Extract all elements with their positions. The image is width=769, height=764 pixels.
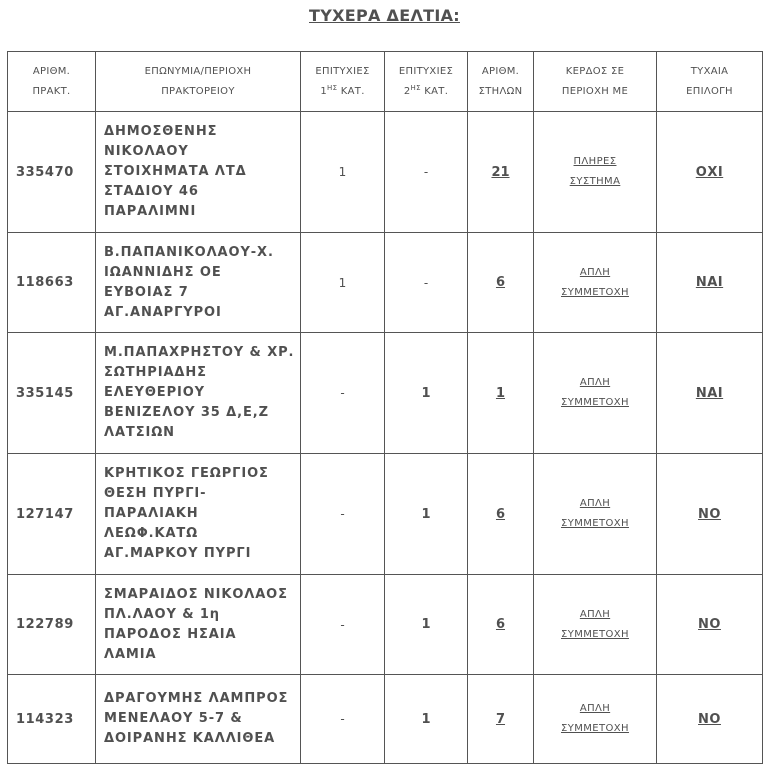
profit-area-link[interactable] bbox=[561, 373, 629, 413]
random-pick-cell bbox=[657, 675, 763, 764]
columns-count-link[interactable]: 6 bbox=[495, 506, 506, 522]
random-pick-cell bbox=[657, 233, 763, 333]
profit-area-cell bbox=[534, 233, 657, 333]
agency-name-line: ΔΡΑΓΟΥΜΗΣ ΛΑΜΠΡΟΣ bbox=[104, 691, 289, 706]
agency-number-cell: 127147 bbox=[8, 454, 96, 575]
agency-name-line: ΔΗΜΟΣΘΕΝΗΣ bbox=[104, 124, 218, 139]
profit-area-line: ΣΥΜΜΕΤΟΧΗ bbox=[561, 628, 629, 640]
agency-name-line: Β.ΠΑΠΑΝΙΚΟΛΑΟΥ-Χ. bbox=[104, 244, 274, 260]
profit-area-cell bbox=[534, 112, 657, 233]
columns-count-cell bbox=[468, 454, 534, 575]
profit-area-line: ΑΠΛΗ bbox=[579, 703, 611, 714]
agency-number-cell: 335145 bbox=[8, 333, 96, 454]
agency-name-cell bbox=[96, 233, 301, 333]
profit-area-line: ΠΛΗΡΕΣ bbox=[573, 156, 617, 167]
random-pick-cell bbox=[657, 575, 763, 675]
agency-name-line: ΛΑΜΙΑ bbox=[104, 646, 157, 662]
agency-name-line: ΣΜΑΡΑΙΔΟΣ ΝΙΚΟΛΑΟΣ bbox=[104, 586, 288, 602]
profit-area-cell bbox=[534, 675, 657, 764]
profit-area-line: ΣΥΜΜΕΤΟΧΗ bbox=[561, 518, 629, 529]
agency-name-line: ΕΥΒΟΙΑΣ 7 bbox=[104, 284, 189, 300]
wins-cat1-cell: - bbox=[301, 575, 385, 675]
table-header-row bbox=[8, 52, 763, 112]
columns-count-link[interactable]: 7 bbox=[495, 711, 506, 727]
profit-area-line: ΣΥΜΜΕΤΟΧΗ bbox=[561, 286, 629, 298]
random-pick-cell bbox=[657, 112, 763, 233]
agency-name-line: ΣΩΤΗΡΙΑΔΗΣ bbox=[104, 365, 207, 380]
wins-cat1-cell: - bbox=[301, 454, 385, 575]
agency-name-line: ΑΓ.ΜΑΡΚΟΥ ΠΥΡΓΙ bbox=[104, 546, 252, 561]
random-pick-cell bbox=[657, 454, 763, 575]
profit-area-line: ΑΠΛΗ bbox=[579, 498, 611, 509]
profit-area-line: ΑΠΛΗ bbox=[579, 266, 611, 278]
agency-name-line: ΕΛΕΥΘΕΡΙΟΥ bbox=[104, 385, 205, 400]
random-pick-link[interactable]: ΝΟ bbox=[698, 506, 721, 522]
agency-name-line: ΠΛ.ΛΑΟΥ & 1η bbox=[104, 606, 220, 622]
wins-cat1-cell: - bbox=[301, 333, 385, 454]
profit-area-cell bbox=[534, 333, 657, 454]
wins-cat2-cell: 1 bbox=[385, 575, 468, 675]
table-row bbox=[8, 575, 763, 675]
wins-cat1-cell: - bbox=[301, 675, 385, 764]
random-pick-link[interactable]: ΟΧΙ bbox=[695, 164, 724, 180]
agency-name-cell bbox=[96, 575, 301, 675]
agency-name-line: ΣΤΑΔΙΟΥ 46 bbox=[104, 184, 199, 199]
profit-area-line: ΣΥΜΜΕΤΟΧΗ bbox=[561, 723, 629, 734]
columns-count-link[interactable]: 1 bbox=[495, 385, 506, 401]
wins-cat2-cell: 1 bbox=[385, 675, 468, 764]
wins-cat2-cell: - bbox=[385, 112, 468, 233]
agency-number-cell: 114323 bbox=[8, 675, 96, 764]
header-wins-category-2: ΕΠΙΤΥΧΙΕΣ $2^{H\Sigma}$ ΚΑΤ. bbox=[385, 52, 468, 112]
columns-count-cell bbox=[468, 233, 534, 333]
header-name-area: ΕΠΩΝΥΜΙΑ/ΠΕΡΙΟΧΗ ΠΡΑΚΤΟΡΕΙΟΥ bbox=[96, 52, 301, 112]
wins-cat1-cell: 1 bbox=[301, 112, 385, 233]
profit-area-link[interactable] bbox=[561, 494, 629, 534]
columns-count-cell bbox=[468, 112, 534, 233]
agency-name-cell bbox=[96, 112, 301, 233]
agency-name-line: ΣΤΟΙΧΗΜΑΤΑ ΛΤΔ bbox=[104, 164, 247, 179]
lucky-tickets-table bbox=[7, 51, 763, 764]
agency-name-line: ΜΕΝΕΛΑΟΥ 5-7 & bbox=[104, 711, 243, 726]
profit-area-cell bbox=[534, 575, 657, 675]
random-pick-link[interactable]: ΝΑΙ bbox=[695, 385, 724, 401]
profit-area-link[interactable] bbox=[561, 605, 629, 645]
wins-cat1-cell: 1 bbox=[301, 233, 385, 333]
wins-cat2-cell: 1 bbox=[385, 333, 468, 454]
wins-cat2-cell: - bbox=[385, 233, 468, 333]
agency-name-line: ΛΕΩΦ.ΚΑΤΩ bbox=[104, 526, 199, 541]
columns-count-link[interactable]: 6 bbox=[495, 275, 506, 290]
agency-name-line: ΔΟΙΡΑΝΗΣ ΚΑΛΛΙΘΕΑ bbox=[104, 731, 276, 746]
random-pick-link[interactable]: ΝΑΙ bbox=[695, 275, 724, 290]
columns-count-link[interactable]: 21 bbox=[491, 164, 510, 180]
page-title: ΤΥΧΕΡΑ ΔΕΛΤΙΑ: bbox=[309, 6, 460, 25]
table-row bbox=[8, 233, 763, 333]
header-wins-category-1: ΕΠΙΤΥΧΙΕΣ $1^{H\Sigma}$ ΚΑΤ. bbox=[301, 52, 385, 112]
header-profit-area: ΚΕΡΔΟΣ ΣΕ ΠΕΡΙΟΧΗ ΜΕ bbox=[534, 52, 657, 112]
header-columns-count: ΑΡΙΘΜ. ΣΤΗΛΩΝ bbox=[468, 52, 534, 112]
agency-name-cell bbox=[96, 333, 301, 454]
agency-name-line: ΝΙΚΟΛΑΟΥ bbox=[104, 144, 189, 159]
agency-number-cell: 335470 bbox=[8, 112, 96, 233]
random-pick-link[interactable]: ΝΟ bbox=[698, 617, 721, 632]
wins-cat2-cell: 1 bbox=[385, 454, 468, 575]
agency-name-line: Μ.ΠΑΠΑΧΡΗΣΤΟΥ & ΧΡ. bbox=[104, 345, 295, 360]
columns-count-cell bbox=[468, 575, 534, 675]
columns-count-link[interactable]: 6 bbox=[495, 617, 506, 632]
header-random-pick: ΤΥΧΑΙΑ ΕΠΙΛΟΓΗ bbox=[657, 52, 763, 112]
columns-count-cell bbox=[468, 333, 534, 454]
profit-area-line: ΣΥΣΤΗΜΑ bbox=[569, 176, 621, 187]
profit-area-line: ΑΠΛΗ bbox=[579, 608, 611, 620]
profit-area-line: ΣΥΜΜΕΤΟΧΗ bbox=[561, 397, 629, 408]
random-pick-cell bbox=[657, 333, 763, 454]
table-row bbox=[8, 333, 763, 454]
agency-name-line: ΑΓ.ΑΝΑΡΓΥΡΟΙ bbox=[104, 304, 222, 320]
agency-number-cell: 122789 bbox=[8, 575, 96, 675]
agency-name-cell bbox=[96, 454, 301, 575]
profit-area-line: ΑΠΛΗ bbox=[579, 377, 611, 388]
table-row bbox=[8, 675, 763, 764]
random-pick-link[interactable]: ΝΟ bbox=[698, 711, 721, 727]
agency-name-line: ΠΑΡΑΛΙΜΝΙ bbox=[104, 204, 197, 219]
table-row bbox=[8, 112, 763, 233]
profit-area-link[interactable] bbox=[561, 263, 629, 303]
agency-number-cell: 118663 bbox=[8, 233, 96, 333]
agency-name-line: ΠΑΡΑΛΙΑΚΗ bbox=[104, 506, 199, 521]
agency-name-line: ΙΩΑΝΝΙΔΗΣ ΟΕ bbox=[104, 264, 222, 280]
agency-name-line: ΚΡΗΤΙΚΟΣ ΓΕΩΡΓΙΟΣ bbox=[104, 466, 269, 481]
profit-area-link[interactable] bbox=[570, 152, 621, 192]
profit-area-link[interactable] bbox=[561, 699, 629, 739]
header-agency-number: ΑΡΙΘΜ. ΠΡΑΚΤ. bbox=[8, 52, 96, 112]
agency-name-line: ΠΑΡΟΔΟΣ ΗΣΑΙΑ bbox=[104, 626, 237, 642]
agency-name-line: ΒΕΝΙΖΕΛΟΥ 35 Δ,Ε,Ζ bbox=[104, 405, 269, 420]
agency-name-line: ΛΑΤΣΙΩΝ bbox=[104, 425, 175, 440]
profit-area-cell bbox=[534, 454, 657, 575]
columns-count-cell bbox=[468, 675, 534, 764]
agency-name-line: ΘΕΣΗ ΠΥΡΓΙ- bbox=[104, 486, 207, 501]
agency-name-cell bbox=[96, 675, 301, 764]
table-row bbox=[8, 454, 763, 575]
